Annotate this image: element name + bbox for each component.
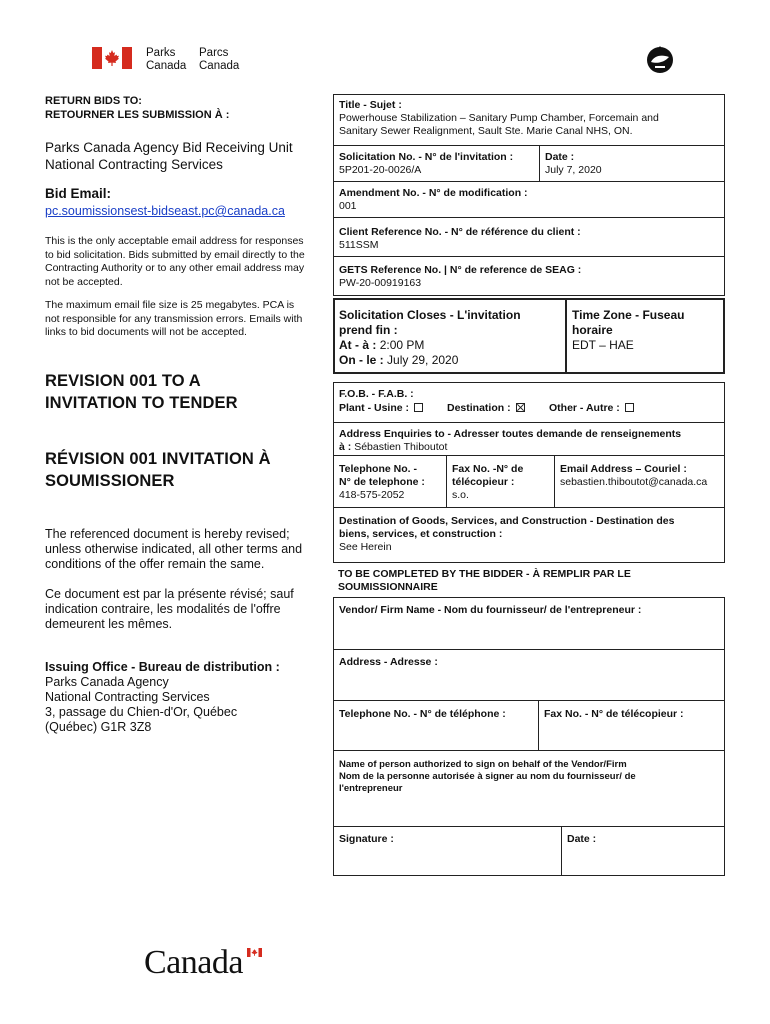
time-zone: Time Zone - Fuseau horaire EDT – HAE xyxy=(572,308,685,352)
bidder-section-heading: TO BE COMPLETED BY THE BIDDER - À REMPLIR PAR LE SOUMISSIONNAIRE xyxy=(338,568,631,593)
closing-date-time: Solicitation Closes - L'invitation prend fin : At - à : 2:00 PM On - le : July 29, 2020 xyxy=(339,308,521,367)
solicitation-closes-box xyxy=(333,298,725,374)
amendment-box: Amendment No. - N° de modification : 001 xyxy=(333,181,725,218)
bidder-telephone-field[interactable]: Telephone No. - N° de téléphone : xyxy=(333,700,539,751)
date-box: Date : July 7, 2020 xyxy=(539,145,725,182)
contact-name: Sébastien Thiboutot xyxy=(354,441,448,453)
title-box: Title - Sujet : Powerhouse Stabilization – Sanitary Pump Chamber, Forcemain and Sanitary Sewer Realignment, Sault Ste. Marie Canal NHS, ON. xyxy=(333,94,725,146)
signature-date-field[interactable]: Date : xyxy=(561,826,725,876)
bid-email-link[interactable]: pc.soumissionsest-bidseast.pc@canada.ca xyxy=(45,204,285,218)
fob-box: F.O.B. - F.A.B. : Plant - Usine : Destination : Other - Autre : xyxy=(333,382,725,423)
parks-canada-beaver-logo-icon xyxy=(643,44,677,76)
on-label: On - le : xyxy=(339,353,384,367)
vendor-name-field[interactable]: Vendor/ Firm Name - Nom du fournisseur/ de l'entrepreneur : xyxy=(333,597,725,650)
at-label: At - à : xyxy=(339,338,377,352)
gets-reference-box: GETS Reference No. | N° de reference de SEAG : PW-20-00919163 xyxy=(333,256,725,296)
other-option: Other - Autre : xyxy=(549,402,634,415)
canada-wordmark: Canada xyxy=(144,944,243,981)
revision-heading-fr: RÉVISION 001 INVITATION À SOUMISSIONER xyxy=(45,450,271,490)
revised-text-fr: Ce document est par la présente révisé; sauf indication contraire, les modalités de l'offre demeurent les mêmes. xyxy=(45,587,294,631)
only-email-note: This is the only acceptable email address for responses to bid solicitation. Bids submitted by email directly to the Contracting Authority or to any other email address may not be accepted. xyxy=(45,235,305,288)
parcs-canada-fr: Parcs Canada xyxy=(199,47,240,72)
other-checkbox[interactable] xyxy=(625,403,634,412)
bidder-fax-field[interactable]: Fax No. - N° de télécopieur : xyxy=(538,700,725,751)
authorized-person-field[interactable]: Name of person authorized to sign on behalf of the Vendor/Firm Nom de la personne autorisée à signer au nom du fournisseur/ de l'entrepreneur xyxy=(333,750,725,827)
destination-checkbox[interactable] xyxy=(516,403,525,412)
max-size-note: The maximum email file size is 25 megabytes. PCA is not responsible for any transmission errors. Emails with links to bid documents will not be accepted. xyxy=(45,299,303,338)
canada-flag-icon xyxy=(92,47,132,69)
return-bids-heading: RETURN BIDS TO: RETOURNER LES SUBMISSION À : xyxy=(45,95,230,121)
contact-fax-box: Fax No. -N° de télécopieur : s.o. xyxy=(446,455,555,508)
address-field[interactable]: Address - Adresse : xyxy=(333,649,725,701)
enquiries-box: Address Enquiries to - Adresser toutes demande de renseignements à : Sébastien Thiboutot xyxy=(333,422,725,456)
closing-date: July 29, 2020 xyxy=(387,353,459,367)
client-reference-box: Client Reference No. - N° de référence du client : 511SSM xyxy=(333,217,725,257)
destination-goods-box: Destination of Goods, Services, and Construction - Destination des biens, services, et construction : See Herein xyxy=(333,507,725,563)
destination-option: Destination : xyxy=(447,402,525,415)
revised-text-en: The referenced document is hereby revised; unless otherwise indicated, all other terms and conditions of the offer remain the same. xyxy=(45,527,303,571)
contact-telephone-box: Telephone No. - N° de telephone : 418-575-2052 xyxy=(333,455,447,508)
bid-receiving-unit: Parks Canada Agency Bid Receiving Unit National Contracting Services xyxy=(45,140,293,172)
plant-option: Plant - Usine : xyxy=(339,402,423,415)
parks-canada-en: Parks Canada xyxy=(146,47,187,72)
solicitation-number-box: Solicitation No. - N° de l'invitation : 5P201-20-0026/A xyxy=(333,145,540,182)
wordmark-flag-icon xyxy=(247,948,262,957)
bid-email-label: Bid Email: xyxy=(45,186,112,201)
closing-time: 2:00 PM xyxy=(379,338,425,352)
issuing-office: Issuing Office - Bureau de distribution : Parks Canada Agency National Contracting Services 3, passage du Chien-d'Or, Québec (Québec) G1R 3Z8 xyxy=(45,660,280,734)
contact-email-box: Email Address – Couriel : sebastien.thiboutot@canada.ca xyxy=(554,455,725,508)
signature-field[interactable]: Signature : xyxy=(333,826,562,876)
plant-checkbox[interactable] xyxy=(414,403,423,412)
revision-heading-en: REVISION 001 TO A INVITATION TO TENDER xyxy=(45,372,238,412)
